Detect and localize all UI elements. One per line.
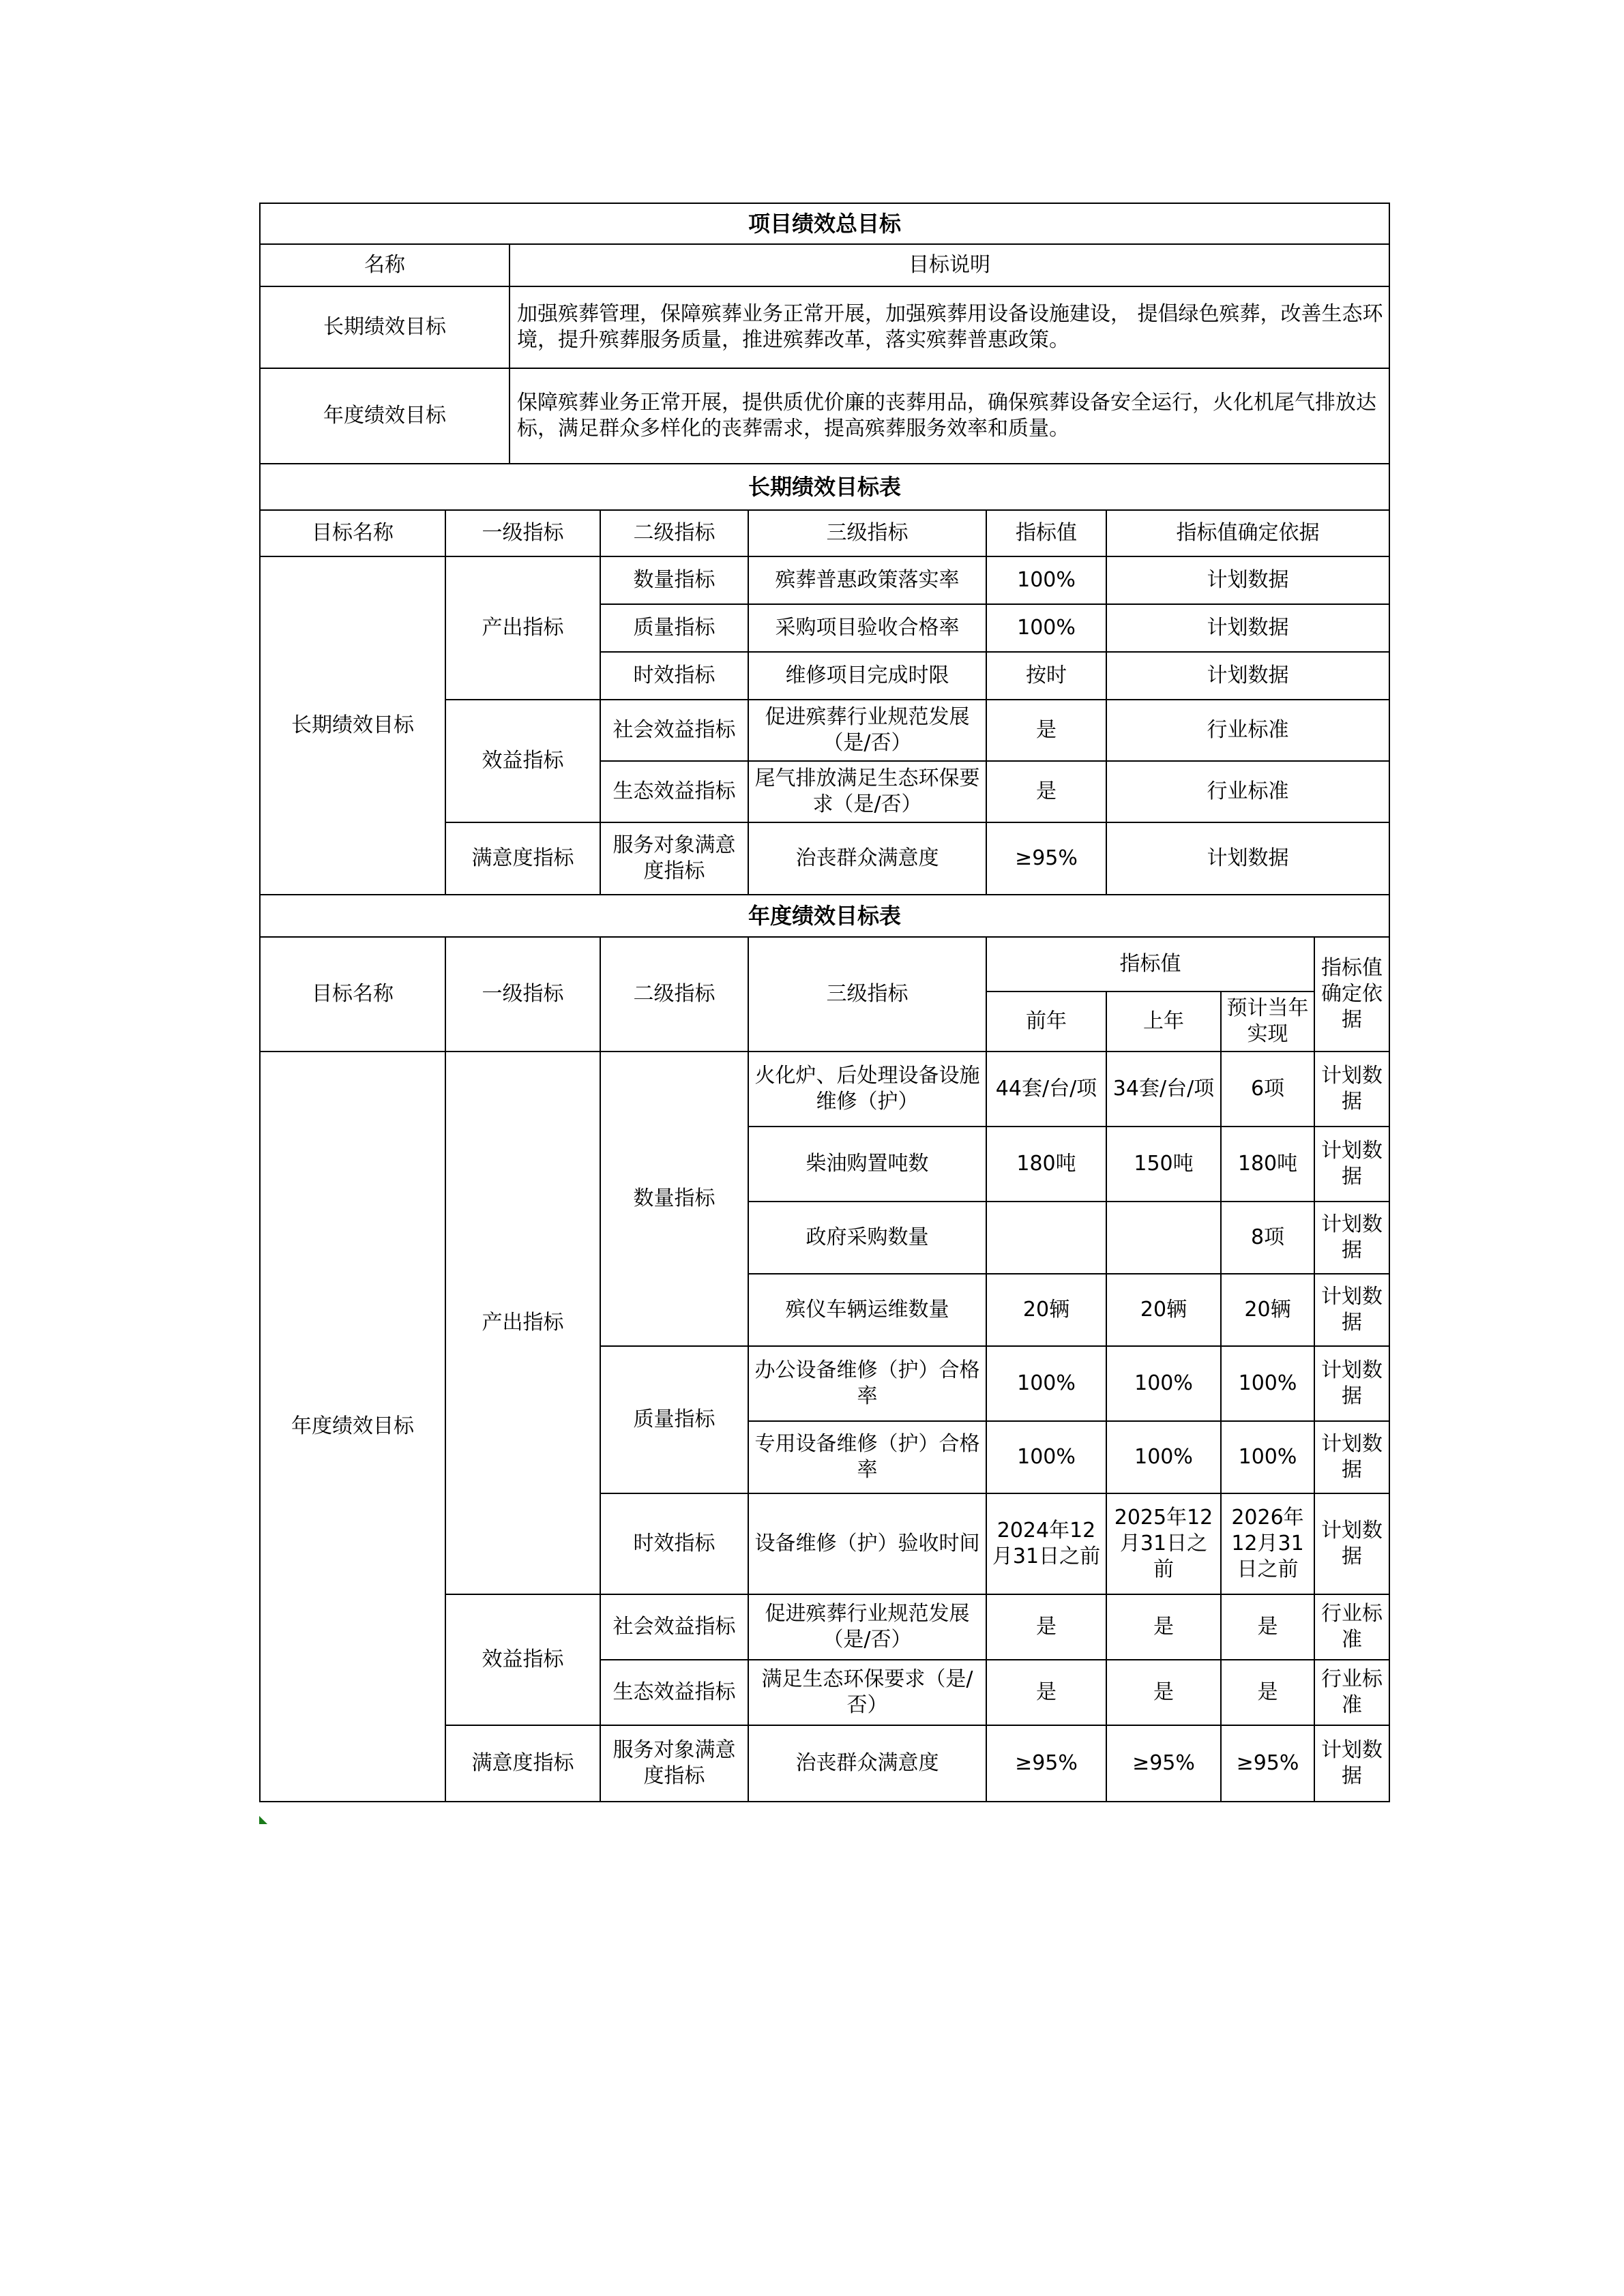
annual-row-level3: 政府采购数量	[748, 1202, 986, 1274]
long-row-level3: 维修项目完成时限	[748, 652, 986, 700]
annual-header-current: 预计当年实现	[1221, 992, 1314, 1052]
annual-level2-quality: 质量指标	[600, 1346, 748, 1493]
annual-row-prev2: 180吨	[986, 1127, 1106, 1202]
annual-row-prev2: 100%	[986, 1421, 1106, 1493]
annual-row-basis: 计划数据	[1314, 1127, 1389, 1202]
annual-row-prev1: 是	[1106, 1660, 1221, 1725]
annual-level2-social: 社会效益指标	[600, 1594, 748, 1660]
annual-row-basis: 行业标准	[1314, 1660, 1389, 1725]
overall-title: 项目绩效总目标	[260, 203, 1389, 244]
annual-goal-label: 年度绩效目标	[260, 368, 510, 464]
long-row-value: 100%	[986, 556, 1106, 604]
performance-goals-sheet	[259, 203, 1389, 1802]
long-row-level3: 促进殡葬行业规范发展（是/否）	[748, 700, 986, 761]
annual-row-current: 6项	[1221, 1052, 1314, 1127]
long-row-value: ≥95%	[986, 822, 1106, 895]
annual-header-prev1: 上年	[1106, 992, 1221, 1052]
overall-col-name: 名称	[260, 244, 510, 286]
long-row-value: 100%	[986, 604, 1106, 652]
long-row-value: 是	[986, 700, 1106, 761]
long-header-value: 指标值	[986, 510, 1106, 556]
long-level1-satisfaction: 满意度指标	[445, 822, 600, 895]
annual-row-basis: 计划数据	[1314, 1346, 1389, 1421]
annual-row-prev1: ≥95%	[1106, 1725, 1221, 1802]
long-row-level2: 数量指标	[600, 556, 748, 604]
annual-row-level3: 专用设备维修（护）合格率	[748, 1421, 986, 1493]
annual-row-level3: 治丧群众满意度	[748, 1725, 986, 1802]
long-row-level2: 质量指标	[600, 604, 748, 652]
long-header-level1: 一级指标	[445, 510, 600, 556]
annual-row-prev2: 44套/台/项	[986, 1052, 1106, 1127]
long-row-basis: 行业标准	[1106, 761, 1389, 822]
long-row-level3: 尾气排放满足生态环保要求（是/否）	[748, 761, 986, 822]
annual-goal-name: 年度绩效目标	[260, 1052, 445, 1802]
annual-row-current: 是	[1221, 1594, 1314, 1660]
long-header-goal-name: 目标名称	[260, 510, 445, 556]
annual-table-title: 年度绩效目标表	[260, 895, 1389, 937]
long-term-goal-label: 长期绩效目标	[260, 286, 510, 368]
long-table-title: 长期绩效目标表	[260, 464, 1389, 510]
annual-row-prev1: 34套/台/项	[1106, 1052, 1221, 1127]
annual-row-current: 100%	[1221, 1421, 1314, 1493]
annual-row-level3: 火化炉、后处理设备设施维修（护）	[748, 1052, 986, 1127]
annual-row-current: ≥95%	[1221, 1725, 1314, 1802]
annual-row-basis: 计划数据	[1314, 1202, 1389, 1274]
annual-row-prev1: 2025年12月31日之前	[1106, 1493, 1221, 1594]
annual-header-basis: 指标值确定依据	[1314, 937, 1389, 1052]
long-row-level3: 治丧群众满意度	[748, 822, 986, 895]
long-level1-output: 产出指标	[445, 556, 600, 700]
long-level1-benefit: 效益指标	[445, 700, 600, 822]
annual-row-prev1: 150吨	[1106, 1127, 1221, 1202]
annual-row-level3: 殡仪车辆运维数量	[748, 1274, 986, 1346]
annual-row-prev1	[1106, 1202, 1221, 1274]
long-row-basis: 行业标准	[1106, 700, 1389, 761]
long-header-level3: 三级指标	[748, 510, 986, 556]
annual-row-prev1: 100%	[1106, 1421, 1221, 1493]
annual-row-current: 2026年12月31日之前	[1221, 1493, 1314, 1594]
annual-row-prev2	[986, 1202, 1106, 1274]
long-goal-name: 长期绩效目标	[260, 556, 445, 895]
annual-row-basis: 计划数据	[1314, 1493, 1389, 1594]
long-row-level2: 服务对象满意度指标	[600, 822, 748, 895]
annual-row-level3: 满足生态环保要求（是/否）	[748, 1660, 986, 1725]
annual-row-current: 8项	[1221, 1202, 1314, 1274]
annual-header-level2: 二级指标	[600, 937, 748, 1052]
annual-row-current: 100%	[1221, 1346, 1314, 1421]
annual-level1-benefit: 效益指标	[445, 1594, 600, 1725]
annual-goal-text: 保障殡葬业务正常开展，提供质优价廉的丧葬用品，确保殡葬设备安全运行，火化机尾气排放达标，满足群众多样化的丧葬需求，提高殡葬服务效率和质量。	[510, 368, 1389, 464]
annual-row-level3: 办公设备维修（护）合格率	[748, 1346, 986, 1421]
annual-level2-service: 服务对象满意度指标	[600, 1725, 748, 1802]
annual-row-prev2: 100%	[986, 1346, 1106, 1421]
annual-row-level3: 促进殡葬行业规范发展（是/否）	[748, 1594, 986, 1660]
long-row-level2: 社会效益指标	[600, 700, 748, 761]
long-row-basis: 计划数据	[1106, 822, 1389, 895]
long-row-level3: 殡葬普惠政策落实率	[748, 556, 986, 604]
long-header-level2: 二级指标	[600, 510, 748, 556]
annual-row-current: 是	[1221, 1660, 1314, 1725]
annual-row-current: 180吨	[1221, 1127, 1314, 1202]
long-row-basis: 计划数据	[1106, 556, 1389, 604]
annual-row-prev2: 20辆	[986, 1274, 1106, 1346]
annual-row-prev2: 是	[986, 1660, 1106, 1725]
long-row-level2: 时效指标	[600, 652, 748, 700]
annual-row-level3: 柴油购置吨数	[748, 1127, 986, 1202]
annual-row-prev2: ≥95%	[986, 1725, 1106, 1802]
annual-level1-satisfaction: 满意度指标	[445, 1725, 600, 1802]
annual-level2-timeliness: 时效指标	[600, 1493, 748, 1594]
long-row-basis: 计划数据	[1106, 604, 1389, 652]
annual-row-basis: 行业标准	[1314, 1594, 1389, 1660]
annual-header-level3: 三级指标	[748, 937, 986, 1052]
long-row-value: 按时	[986, 652, 1106, 700]
annual-header-prev2: 前年	[986, 992, 1106, 1052]
long-header-basis: 指标值确定依据	[1106, 510, 1389, 556]
annual-row-current: 20辆	[1221, 1274, 1314, 1346]
annual-row-basis: 计划数据	[1314, 1725, 1389, 1802]
annual-row-basis: 计划数据	[1314, 1274, 1389, 1346]
annual-level2-ecological: 生态效益指标	[600, 1660, 748, 1725]
long-row-basis: 计划数据	[1106, 652, 1389, 700]
annual-level1-output: 产出指标	[445, 1052, 600, 1594]
annual-row-prev1: 100%	[1106, 1346, 1221, 1421]
annual-header-goal-name: 目标名称	[260, 937, 445, 1052]
annual-row-basis: 计划数据	[1314, 1421, 1389, 1493]
long-row-level2: 生态效益指标	[600, 761, 748, 822]
annual-level2-quantity: 数量指标	[600, 1052, 748, 1346]
overall-col-desc: 目标说明	[510, 244, 1389, 286]
annual-header-level1: 一级指标	[445, 937, 600, 1052]
cell-corner-marker	[259, 1816, 267, 1824]
annual-header-value: 指标值	[986, 937, 1314, 992]
long-term-goal-text: 加强殡葬管理，保障殡葬业务正常开展，加强殡葬用设备设施建设， 提倡绿色殡葬，改善生态环境，提升殡葬服务质量，推进殡葬改革，落实殡葬普惠政策。	[510, 286, 1389, 368]
long-row-value: 是	[986, 761, 1106, 822]
annual-row-prev1: 20辆	[1106, 1274, 1221, 1346]
long-row-level3: 采购项目验收合格率	[748, 604, 986, 652]
annual-row-prev1: 是	[1106, 1594, 1221, 1660]
annual-row-prev2: 是	[986, 1594, 1106, 1660]
performance-goals-table	[259, 203, 1390, 1802]
annual-row-prev2: 2024年12月31日之前	[986, 1493, 1106, 1594]
annual-row-level3: 设备维修（护）验收时间	[748, 1493, 986, 1594]
annual-row-basis: 计划数据	[1314, 1052, 1389, 1127]
